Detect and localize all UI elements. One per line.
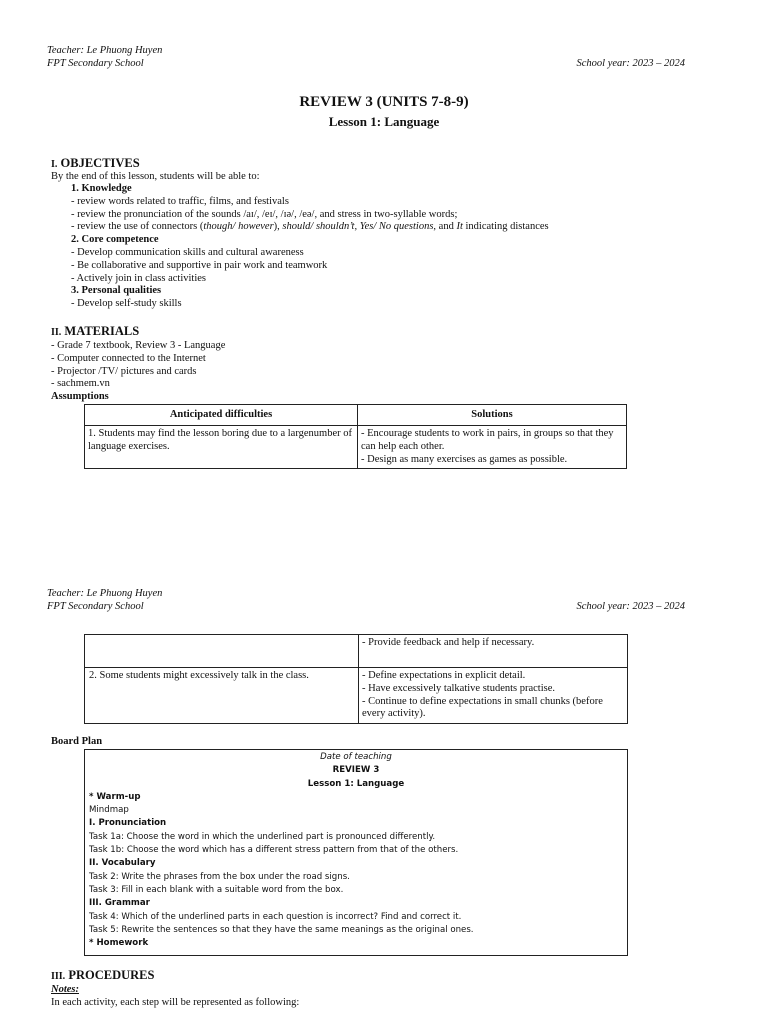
materials-item: - Computer connected to the Internet bbox=[51, 352, 206, 364]
school-year: School year: 2023 – 2024 bbox=[576, 601, 685, 612]
knowledge-text: - review the use of connectors ( bbox=[71, 221, 204, 233]
board-plan-line: * Warm-up bbox=[89, 791, 141, 802]
personal-item: - Develop self-study skills bbox=[71, 298, 182, 310]
board-plan-line: II. Vocabulary bbox=[89, 858, 156, 869]
materials-item: - sachmem.vn bbox=[51, 378, 110, 390]
board-plan-review: REVIEW 3 bbox=[332, 765, 380, 776]
board-plan-line: Task 5: Rewrite the sentences so that they have the same meanings as the original ones. bbox=[89, 924, 474, 935]
materials-item: - Grade 7 textbook, Review 3 - Language bbox=[51, 340, 226, 351]
knowledge-text: indicating distances bbox=[462, 221, 549, 233]
objectives-heading bbox=[51, 156, 140, 171]
solution-line: - Design as many exercises as games as possible. bbox=[361, 453, 568, 465]
procedures-heading bbox=[51, 968, 154, 983]
personal-heading: 3. Personal qualities bbox=[71, 285, 162, 297]
assumptions-table-continued bbox=[84, 634, 628, 724]
procedures-heading-num: III. bbox=[51, 971, 66, 982]
table-row bbox=[85, 426, 627, 469]
objectives-block bbox=[71, 183, 549, 311]
board-plan-line: * Homework bbox=[89, 938, 149, 949]
procedures-heading-text: PROCEDURES bbox=[68, 968, 155, 982]
notes-label: Notes: bbox=[51, 984, 79, 995]
board-plan-lines bbox=[85, 791, 627, 951]
solution-cell bbox=[358, 426, 627, 469]
knowledge-text: , and bbox=[433, 221, 457, 233]
objectives-intro: By the end of this lesson, students will be able to: bbox=[51, 171, 260, 182]
board-plan-line: Task 1b: Choose the word which has a different stress pattern from that of the others. bbox=[89, 845, 459, 856]
board-plan-box bbox=[84, 749, 628, 956]
objectives-heading-text: OBJECTIVES bbox=[60, 156, 140, 170]
school-name: FPT Secondary School bbox=[47, 57, 144, 69]
knowledge-text: ), bbox=[273, 221, 283, 233]
solution-cell: - Provide feedback and help if necessary. bbox=[359, 635, 628, 668]
solution-line: - Have excessively talkative students practise. bbox=[362, 682, 556, 694]
teacher-name: Teacher: Le Phuong Huyen bbox=[47, 45, 163, 56]
page-header-left bbox=[47, 45, 162, 70]
materials-heading-text: MATERIALS bbox=[64, 324, 140, 338]
board-plan-line: Mindmap bbox=[89, 805, 129, 816]
table-row bbox=[85, 668, 628, 724]
board-plan-heading: Board Plan bbox=[51, 736, 103, 747]
table-header-row bbox=[85, 405, 627, 426]
knowledge-text: though/ however bbox=[203, 221, 274, 233]
board-plan-line: I. Pronunciation bbox=[89, 818, 167, 829]
difficulty-cell: 2. Some students might excessively talk in the class. bbox=[85, 668, 359, 724]
procedures-notes-block bbox=[51, 984, 299, 1010]
board-plan-line: Task 1a: Choose the word in which the underlined part is pronounced differently. bbox=[89, 831, 436, 842]
column-header: Anticipated difficulties bbox=[85, 405, 358, 426]
board-plan-line: Task 2: Write the phrases from the box under the road signs. bbox=[89, 871, 350, 882]
page-title: REVIEW 3 (UNITS 7-8-9) bbox=[299, 94, 469, 110]
difficulty-cell: 1. Students may find the lesson boring due to a largenumber of language exercises. bbox=[85, 426, 358, 469]
board-plan-date: Date of teaching bbox=[320, 752, 392, 762]
materials-heading bbox=[51, 324, 139, 339]
knowledge-item: - review words related to traffic, films, and festivals bbox=[71, 195, 289, 207]
board-plan-line: III. Grammar bbox=[89, 898, 150, 909]
page-subtitle: Lesson 1: Language bbox=[328, 114, 440, 129]
materials-list bbox=[51, 340, 225, 404]
page-header-left bbox=[47, 588, 162, 613]
table-row bbox=[85, 635, 628, 668]
teacher-name: Teacher: Le Phuong Huyen bbox=[47, 588, 163, 599]
board-plan-line: Task 3: Fill in each blank with a suitable word from the box. bbox=[89, 884, 344, 895]
materials-item: - Projector /TV/ pictures and cards bbox=[51, 365, 197, 377]
core-item: - Actively join in class activities bbox=[71, 272, 207, 284]
knowledge-item bbox=[71, 221, 549, 234]
assumptions-table bbox=[84, 404, 627, 469]
core-item: - Develop communication skills and cultural awareness bbox=[71, 246, 304, 258]
knowledge-text: It bbox=[456, 221, 463, 233]
solution-line: - Define expectations in explicit detail. bbox=[362, 670, 526, 681]
core-item: - Be collaborative and supportive in pair work and teamwork bbox=[71, 259, 328, 271]
school-name: FPT Secondary School bbox=[47, 600, 144, 612]
knowledge-heading: 1. Knowledge bbox=[71, 183, 132, 194]
difficulty-cell bbox=[85, 635, 359, 668]
objectives-heading-num: I. bbox=[51, 159, 58, 170]
board-plan-line: Task 4: Which of the underlined parts in each question is incorrect? Find and correct it. bbox=[89, 911, 462, 922]
procedures-intro: In each activity, each step will be represented as following: bbox=[51, 996, 300, 1008]
column-header: Solutions bbox=[358, 405, 627, 426]
assumptions-heading: Assumptions bbox=[51, 391, 109, 403]
solution-line: - Continue to define expectations in small chunks (before every activity). bbox=[362, 695, 603, 720]
solution-line: - Encourage students to work in pairs, in groups so that they can help each other. bbox=[361, 428, 614, 452]
core-heading: 2. Core competence bbox=[71, 234, 159, 246]
knowledge-text: should/ shouldn’t, Yes/ No questions bbox=[282, 221, 434, 233]
solution-cell bbox=[359, 668, 628, 724]
knowledge-item: - review the pronunciation of the sounds /aɪ/, /eɪ/, /ɪə/, /eə/, and stress in two-syllable words; bbox=[71, 208, 458, 220]
board-plan-lesson: Lesson 1: Language bbox=[307, 778, 405, 789]
school-year: School year: 2023 – 2024 bbox=[576, 58, 685, 69]
materials-heading-num: II. bbox=[51, 327, 62, 338]
